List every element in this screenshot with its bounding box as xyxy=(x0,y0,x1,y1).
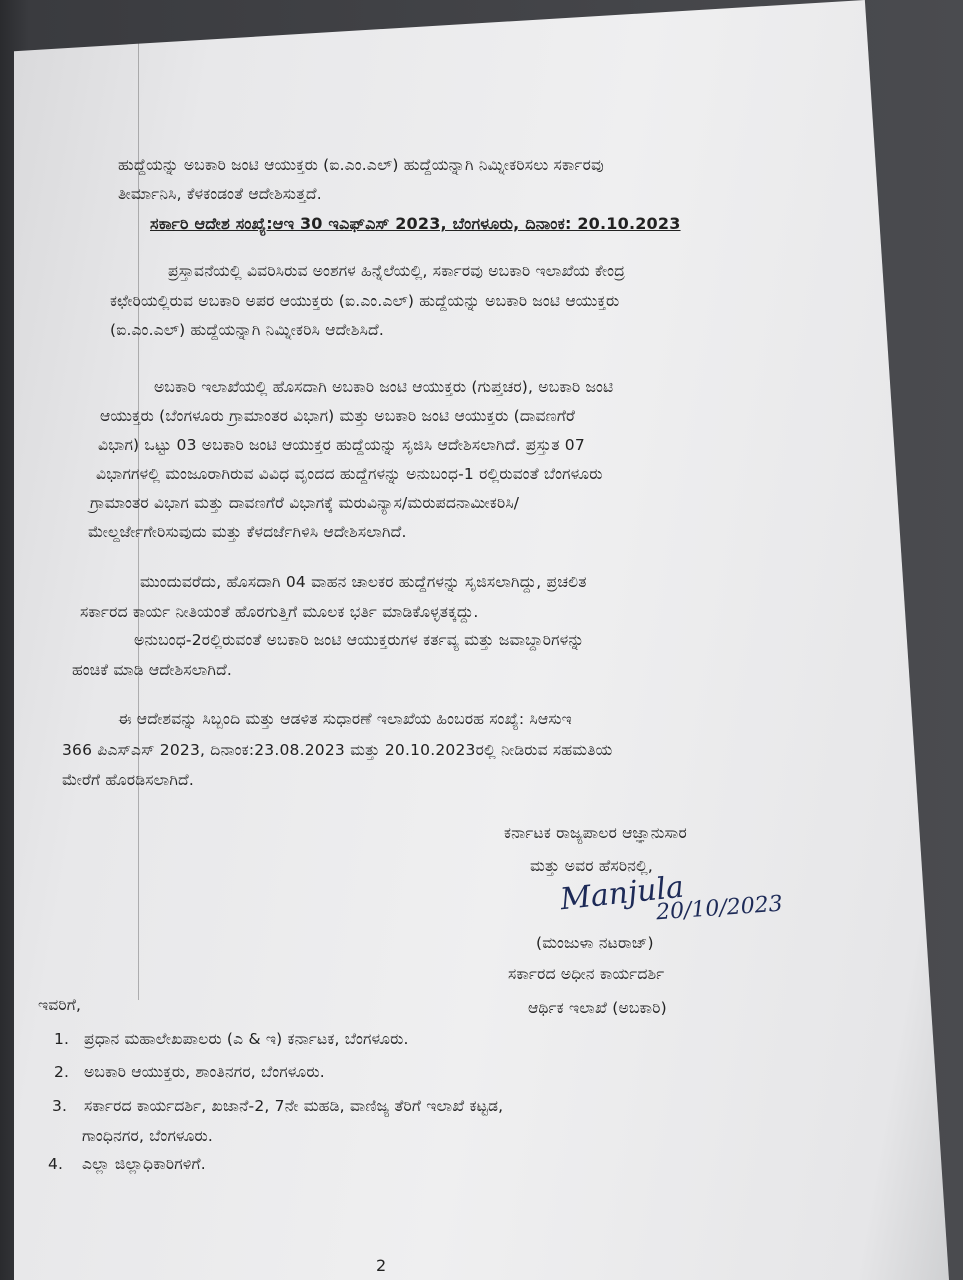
para4-line-1: ಅನುಬಂಧ-2ರಲ್ಲಿರುವಂತೆ ಅಬಕಾರಿ ಜಂಟಿ ಆಯುಕ್ತರುಗಳ ಕರ್ತವ್ಯ ಮತ್ತು ಜವಾಬ್ದಾರಿಗಳನ್ನು xyxy=(134,631,585,649)
para3-line-2: ಸರ್ಕಾರದ ಕಾರ್ಯ ನೀತಿಯಂತೆ ಹೊರಗುತ್ತಿಗೆ ಮೂಲಕ ಭರ್ತಿ ಮಾಡಿಕೊಳ್ಳತಕ್ಕದ್ದು. xyxy=(80,603,479,621)
recipient-number: 2. xyxy=(54,1063,70,1081)
para3-line-1: ಮುಂದುವರೆದು, ಹೊಸದಾಗಿ 04 ವಾಹನ ಚಾಲಕರ ಹುದ್ದೆಗಳನ್ನು ಸೃಜಿಸಲಾಗಿದ್ದು, ಪ್ರಚಲಿತ xyxy=(140,573,587,591)
para1-line-2: ಕಛೇರಿಯಲ್ಲಿರುವ ಅಬಕಾರಿ ಅಪರ ಆಯುಕ್ತರು (ಐ.ಎಂ.ಎಲ್) ಹುದ್ದೆಯನ್ನು ಅಬಕಾರಿ ಜಂಟಿ ಆಯುಕ್ತರು xyxy=(110,292,620,310)
recipient-number: 1. xyxy=(54,1030,70,1048)
signature-authority-line-1: ಕರ್ನಾಟಕ ರಾಜ್ಯಪಾಲರ ಆಜ್ಞಾನುಸಾರ xyxy=(504,824,687,842)
signature-authority-line-2: ಮತ್ತು ಅವರ ಹೆಸರಿನಲ್ಲಿ, xyxy=(530,857,654,875)
recipient-text: ಸರ್ಕಾರದ ಕಾರ್ಯದರ್ಶಿ, ಖಜಾನೆ-2, 7ನೇ ಮಹಡಿ, ವಾಣಿಜ್ಯ ತೆರಿಗೆ ಇಲಾಖೆ ಕಟ್ಟಡ, xyxy=(84,1097,504,1115)
recipient-text-continued: ಗಾಂಧಿನಗರ, ಬೆಂಗಳೂರು. xyxy=(82,1127,214,1145)
recipient-number: 3. xyxy=(52,1097,68,1115)
para1-line-3: (ಐ.ಎಂ.ಎಲ್) ಹುದ್ದೆಯನ್ನಾಗಿ ನಿಮ್ನೀಕರಿಸಿ ಆದೇಶಿಸಿದೆ. xyxy=(110,321,384,339)
opening-line-2: ತೀರ್ಮಾನಿಸಿ, ಕೆಳಕಂಡಂತೆ ಆದೇಶಿಸುತ್ತದೆ. xyxy=(118,185,322,203)
para2-line-1: ಅಬಕಾರಿ ಇಲಾಖೆಯಲ್ಲಿ ಹೊಸದಾಗಿ ಅಬಕಾರಿ ಜಂಟಿ ಆಯುಕ್ತರು (ಗುಪ್ತಚರ), ಅಬಕಾರಿ ಜಂಟಿ xyxy=(154,378,614,396)
para2-line-3: ವಿಭಾಗ) ಒಟ್ಟು 03 ಅಬಕಾರಿ ಜಂಟಿ ಆಯುಕ್ತರ ಹುದ್ದೆಯನ್ನು ಸೃಜಿಸಿ ಆದೇಶಿಸಲಾಗಿದೆ. ಪ್ರಸ್ತುತ 07 xyxy=(98,436,585,454)
recipient-text: ಎಲ್ಲಾ ಜಿಲ್ಲಾಧಿಕಾರಿಗಳಿಗೆ. xyxy=(82,1155,206,1173)
para2-line-5: ಗ್ರಾಮಾಂತರ ವಿಭಾಗ ಮತ್ತು ದಾವಣಗೆರೆ ವಿಭಾಗಕ್ಕೆ ಮರುವಿನ್ಯಾಸ/ಮರುಪದನಾಮೀಕರಿಸಿ/ xyxy=(90,494,520,512)
handwritten-date: 20/10/2023 xyxy=(655,891,784,926)
page-fold-line xyxy=(138,40,139,1000)
para5-line-1: ಈ ಆದೇಶವನ್ನು ಸಿಬ್ಬಂದಿ ಮತ್ತು ಆಡಳಿತ ಸುಧಾರಣೆ ಇಲಾಖೆಯ ಹಿಂಬರಹ ಸಂಖ್ಯೆ: ಸಿಆಸುಇ xyxy=(118,710,572,728)
page-number: 2 xyxy=(376,1256,387,1275)
para2-line-4: ವಿಭಾಗಗಳಲ್ಲಿ ಮಂಜೂರಾಗಿರುವ ವಿವಿಧ ವೃಂದದ ಹುದ್ದೆಗಳನ್ನು ಅನುಬಂಧ-1 ರಲ್ಲಿರುವಂತೆ ಬೆಂಗಳೂರು xyxy=(96,465,603,483)
order-heading: ಸರ್ಕಾರಿ ಆದೇಶ ಸಂಖ್ಯೆ:ಆಇ 30 ಇಎಫ್‌ಎಸ್ 2023, ಬೆಂಗಳೂರು, ದಿನಾಂಕ: 20.10.2023 xyxy=(150,214,681,233)
signatory-designation-1: ಸರ್ಕಾರದ ಅಧೀನ ಕಾರ್ಯದರ್ಶಿ xyxy=(508,965,665,983)
recipients-label: ಇವರಿಗೆ, xyxy=(38,996,82,1014)
handwritten-signature: Manjula xyxy=(558,869,686,918)
recipient-number: 4. xyxy=(48,1155,64,1173)
para4-line-2: ಹಂಚಿಕೆ ಮಾಡಿ ಆದೇಶಿಸಲಾಗಿದೆ. xyxy=(72,661,233,679)
para2-line-6: ಮೇಲ್ದರ್ಜೇಗೇರಿಸುವುದು ಮತ್ತು ಕೆಳದರ್ಜೆಗಿಳಿಸಿ ಆದೇಶಿಸಲಾಗಿದೆ. xyxy=(88,523,407,541)
para5-line-2: 366 ಪಿಎಸ್‌ಎಸ್ 2023, ದಿನಾಂಕ:23.08.2023 ಮತ್ತು 20.10.2023ರಲ್ಲಿ ನೀಡಿರುವ ಸಹಮತಿಯ xyxy=(62,741,613,759)
signatory-name: (ಮಂಜುಳಾ ನಟರಾಜ್) xyxy=(536,934,654,952)
signatory-designation-2: ಆರ್ಥಿಕ ಇಲಾಖೆ (ಅಬಕಾರಿ) xyxy=(528,999,667,1017)
para5-line-3: ಮೇರೆಗೆ ಹೊರಡಿಸಲಾಗಿದೆ. xyxy=(62,771,194,789)
opening-line-1: ಹುದ್ದೆಯನ್ನು ಅಬಕಾರಿ ಜಂಟಿ ಆಯುಕ್ತರು (ಐ.ಎಂ.ಎಲ್) ಹುದ್ದೆಯನ್ನಾಗಿ ನಿಮ್ನೀಕರಿಸಲು ಸರ್ಕಾರವು xyxy=(118,156,604,174)
recipient-text: ಪ್ರಧಾನ ಮಹಾಲೇಖಪಾಲರು (ಎ & ಇ) ಕರ್ನಾಟಕ, ಬೆಂಗಳೂರು. xyxy=(84,1030,409,1048)
para1-line-1: ಪ್ರಸ್ತಾವನೆಯಲ್ಲಿ ವಿವರಿಸಿರುವ ಅಂಶಗಳ ಹಿನ್ನೆಲೆಯಲ್ಲಿ, ಸರ್ಕಾರವು ಅಬಕಾರಿ ಇಲಾಖೆಯ ಕೇಂದ್ರ xyxy=(168,262,626,280)
para2-line-2: ಆಯುಕ್ತರು (ಬೆಂಗಳೂರು ಗ್ರಾಮಾಂತರ ವಿಭಾಗ) ಮತ್ತು ಅಬಕಾರಿ ಜಂಟಿ ಆಯುಕ್ತರು (ದಾವಣಗೆರೆ xyxy=(100,407,576,425)
recipient-text: ಅಬಕಾರಿ ಆಯುಕ್ತರು, ಶಾಂತಿನಗರ, ಬೆಂಗಳೂರು. xyxy=(84,1063,325,1081)
